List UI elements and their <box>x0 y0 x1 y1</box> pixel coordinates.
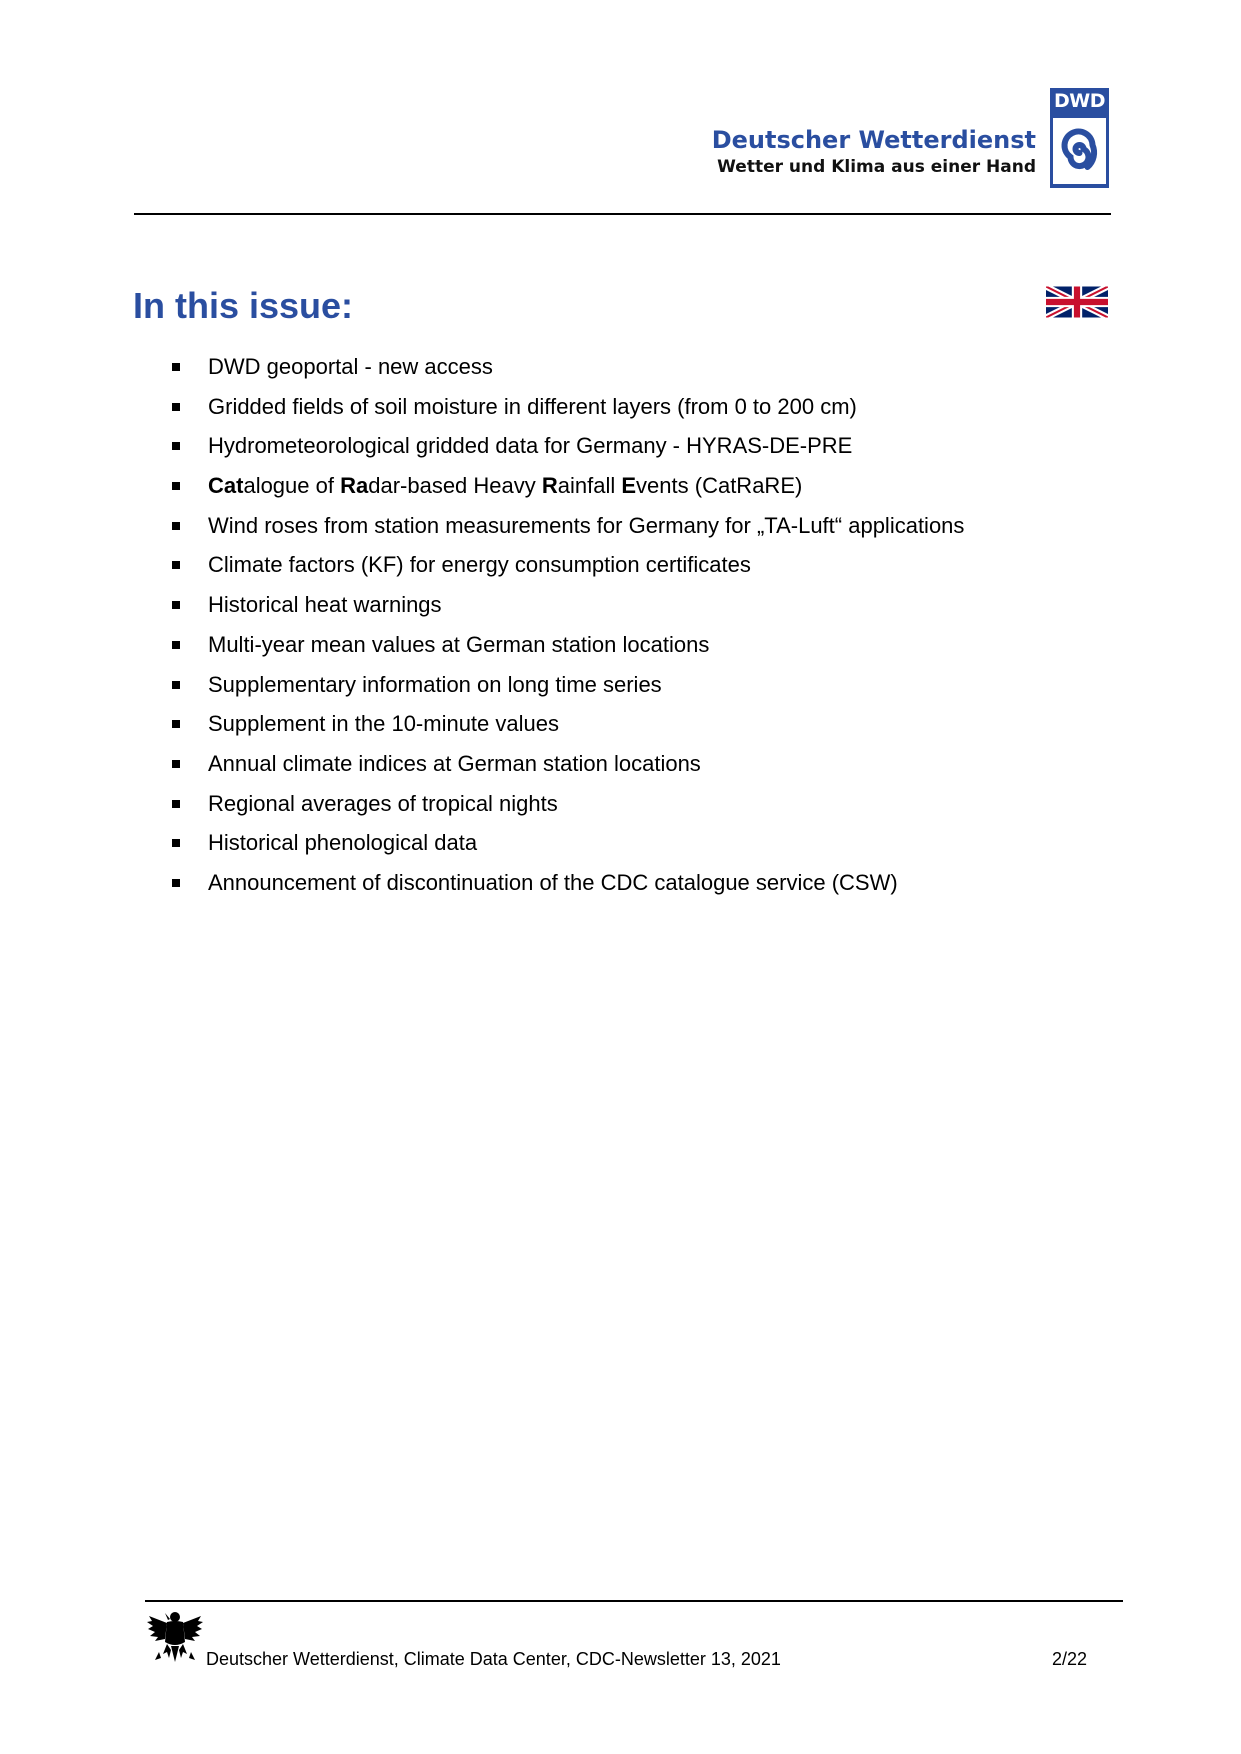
swirl-icon <box>1053 118 1106 184</box>
bullet-icon <box>172 561 180 569</box>
bullet-icon <box>172 641 180 649</box>
brand-name: Deutscher Wetterdienst <box>711 126 1036 154</box>
topic-text: Supplement in the 10-minute values <box>208 711 559 737</box>
footer-text: Deutscher Wetterdienst, Climate Data Center, CDC-Newsletter 13, 2021 <box>206 1649 781 1669</box>
bullet-icon <box>172 879 180 887</box>
footer-divider <box>145 1600 1123 1602</box>
topic-text: Catalogue of Radar-based Heavy Rainfall Events (CatRaRE) <box>208 473 803 499</box>
topic-text: DWD geoportal - new access <box>208 354 493 379</box>
bullet-icon <box>172 403 180 411</box>
bullet-icon <box>172 601 180 609</box>
bullet-icon <box>172 522 180 530</box>
union-jack-flag-icon[interactable] <box>1046 286 1108 318</box>
bullet-icon <box>172 482 180 490</box>
bullet-icon <box>172 760 180 768</box>
header-divider <box>134 213 1111 215</box>
bullet-icon <box>172 363 180 371</box>
topic-text: Gridded fields of soil moisture in different layers (from 0 to 200 cm) <box>208 393 857 419</box>
bullet-icon <box>172 442 180 450</box>
topic-text: Multi-year mean values at German station locations <box>208 631 710 657</box>
topic-text: Hydrometeorological gridded data for Germany - HYRAS-DE-PRE <box>208 433 853 459</box>
topic-text: Supplementary information on long time series <box>208 671 662 697</box>
federal-eagle-icon <box>145 1608 205 1666</box>
bullet-icon <box>172 681 180 689</box>
bullet-icon <box>172 839 180 847</box>
topic-text: Wind roses from station measurements for Germany for „TA-Luft“ applications <box>208 512 965 538</box>
topic-text: Historical heat warnings <box>208 592 442 618</box>
page-title: In this issue: <box>133 285 354 326</box>
topic-text: Regional averages of tropical nights <box>208 790 558 816</box>
bullet-icon <box>172 720 180 728</box>
brand-block <box>700 126 1036 178</box>
page-number: 2/22 <box>1052 1649 1088 1669</box>
topic-text: Annual climate indices at German station locations <box>208 750 701 776</box>
dwd-logo-text: DWD <box>1053 90 1105 112</box>
dwd-logo <box>1050 88 1109 188</box>
brand-tagline: Wetter und Klima aus einer Hand <box>717 157 1036 177</box>
topic-text: Climate factors (KF) for energy consumption certificates <box>208 552 751 578</box>
bullet-icon <box>172 800 180 808</box>
topic-text: Historical phenological data <box>208 830 478 856</box>
topic-text: Announcement of discontinuation of the CDC catalogue service (CSW) <box>208 869 898 895</box>
